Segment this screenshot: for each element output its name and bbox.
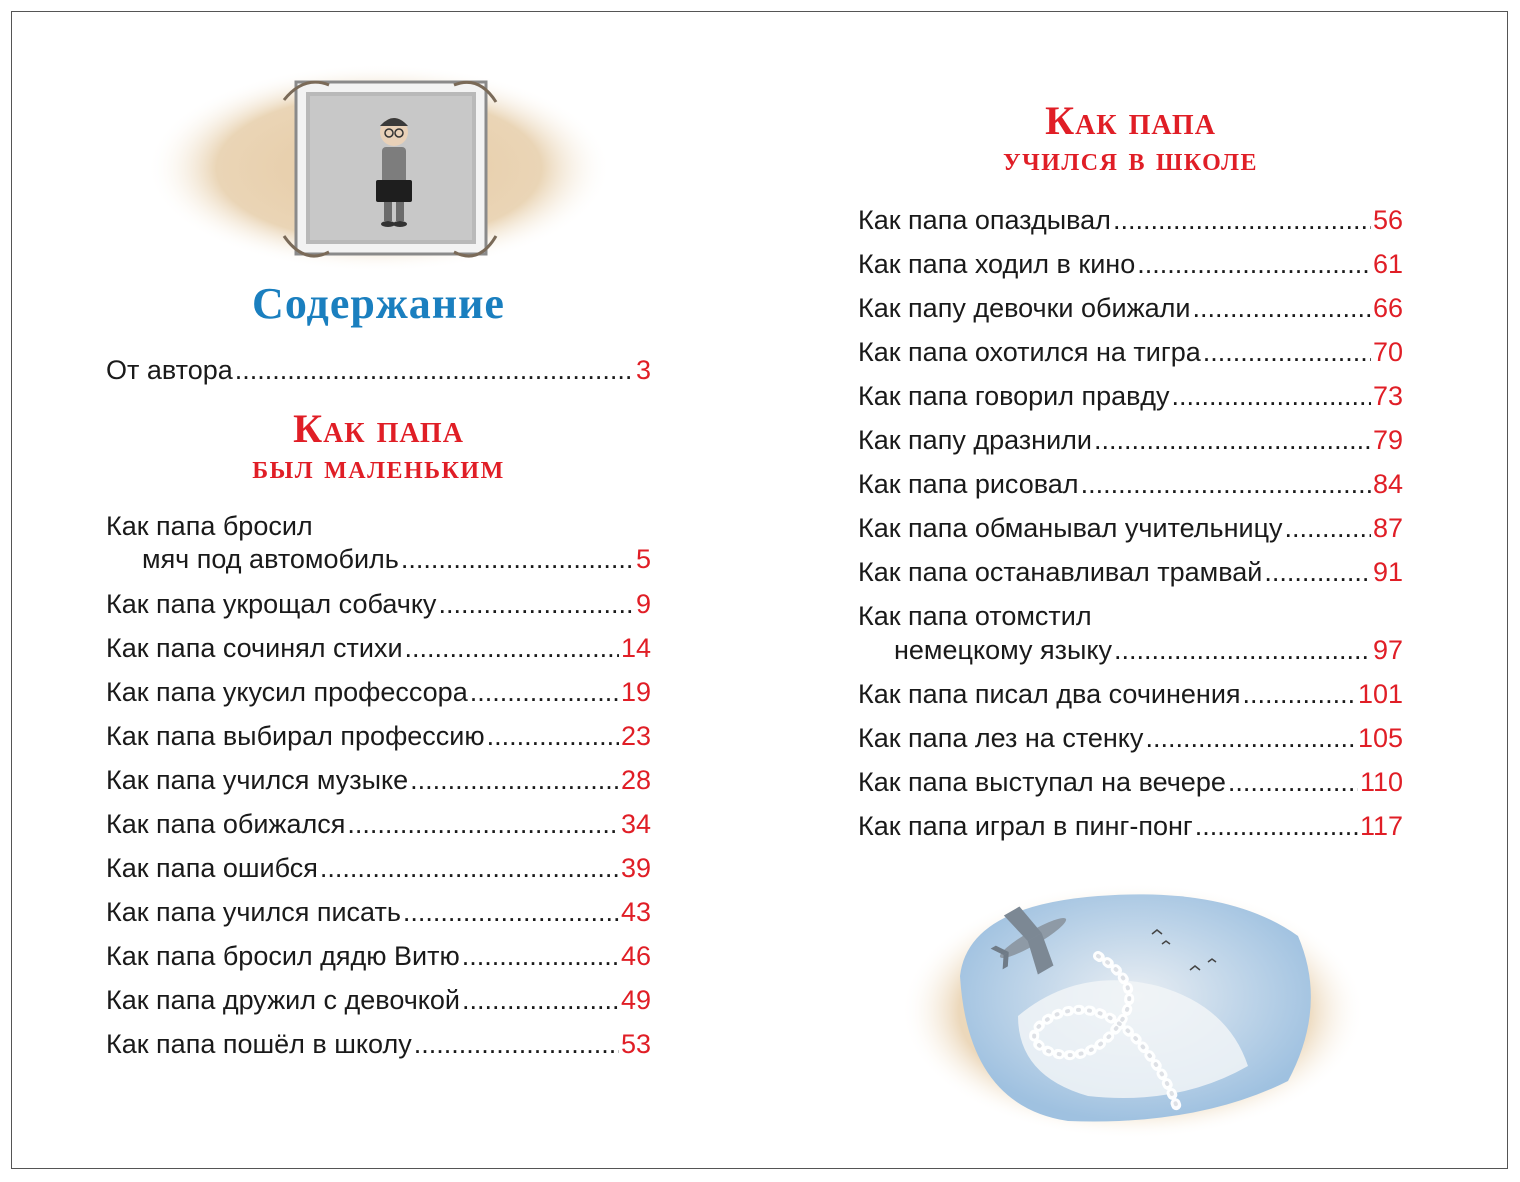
toc-entry-title: Как папу девочки обижали	[858, 293, 1191, 323]
toc-entry-title: Как папа выступал на вечере	[858, 767, 1226, 797]
leader-dots	[1081, 468, 1371, 501]
leader-dots	[410, 764, 619, 797]
toc-entry-title: Как папа ходил в кино	[858, 249, 1136, 279]
toc-entry-page: 70	[1372, 337, 1403, 367]
toc-entry-page: 23	[620, 721, 651, 751]
toc-entry-page: 73	[1372, 381, 1403, 411]
toc-entry-title: Как папа играл в пинг-понг	[858, 811, 1193, 841]
toc-entry-s2-5[interactable]	[858, 380, 1403, 413]
leader-dots	[1195, 810, 1358, 843]
leader-dots	[1243, 678, 1356, 711]
section-heading-line1: Как папа	[1045, 98, 1216, 143]
toc-entry-title: Как папа укрощал собачку	[106, 589, 437, 619]
leader-dots	[403, 896, 619, 929]
toc-entry-page: 61	[1372, 249, 1403, 279]
toc-entry-page: 28	[620, 765, 651, 795]
leader-dots	[1137, 248, 1371, 281]
toc-entry-s2-3[interactable]	[858, 292, 1403, 325]
toc-entry-page: 84	[1372, 469, 1403, 499]
toc-entry-title: Как папа опаздывал	[858, 205, 1111, 235]
toc-entry-from-author[interactable]	[106, 354, 651, 387]
toc-entry-s2-2[interactable]	[858, 248, 1403, 281]
toc-entry-s2-8[interactable]	[858, 512, 1403, 545]
leader-dots	[1228, 766, 1358, 799]
toc-entry-title: Как папа сочинял стихи	[106, 633, 403, 663]
leader-dots	[320, 852, 619, 885]
toc-entry-page: 14	[620, 633, 651, 663]
toc-entry-page: 39	[620, 853, 651, 883]
toc-entry-page: 87	[1372, 513, 1403, 543]
toc-entry-s2-1[interactable]	[858, 204, 1403, 237]
contents-title: Содержание	[252, 279, 505, 328]
toc-entry-page: 43	[620, 897, 651, 927]
toc-entry-title: Как папа рисовал	[858, 469, 1079, 499]
toc-entry-title: Как папа останавливал трамвай	[858, 557, 1263, 587]
leader-dots	[401, 543, 634, 576]
toc-entry-page: 79	[1372, 425, 1403, 455]
toc-entry-s2-13[interactable]	[858, 766, 1403, 799]
toc-entry-page: 3	[635, 355, 651, 385]
toc-entry-title: Как папа учился музыке	[106, 765, 409, 795]
leader-dots	[405, 632, 619, 665]
toc-entry-s1-10[interactable]	[106, 940, 651, 973]
leader-dots	[1094, 424, 1371, 457]
toc-entry-s1-9[interactable]	[106, 896, 651, 929]
toc-entry-s2-6[interactable]	[858, 424, 1403, 457]
leader-dots	[1193, 292, 1371, 325]
toc-entry-s1-7[interactable]	[106, 808, 651, 841]
toc-entry-s2-10[interactable]	[858, 634, 1403, 667]
toc-entry-title: мяч под автомобиль	[142, 544, 399, 574]
toc-entry-title: Как папа охотился на тигра	[858, 337, 1201, 367]
toc-entry-title: Как папа обманывал учительницу	[858, 513, 1283, 543]
toc-entry-s2-9[interactable]	[858, 556, 1403, 589]
toc-entry-title: Как папа пошёл в школу	[106, 1029, 412, 1059]
toc-entry-title: От автора	[106, 355, 233, 385]
toc-entry-page: 19	[620, 677, 651, 707]
leader-dots	[470, 676, 619, 709]
leader-dots	[462, 984, 619, 1017]
toc-entry-page: 56	[1372, 205, 1403, 235]
leader-dots	[347, 808, 619, 841]
section-heading-line2: был маленьким	[252, 449, 505, 486]
toc-entry-title: Как папа дружил с девочкой	[106, 985, 461, 1015]
section-heading-line1: Как папа	[293, 406, 464, 451]
section-heading-2	[858, 100, 1403, 178]
toc-entry-title: Как папу дразнили	[858, 425, 1093, 455]
toc-entry-title: Как папа выбирал профессию	[106, 721, 485, 751]
leader-dots	[1113, 204, 1371, 237]
toc-entry-page: 117	[1359, 811, 1403, 841]
toc-entry-s1-8[interactable]	[106, 852, 651, 885]
toc-entry-s1-12[interactable]	[106, 1028, 651, 1061]
section-heading-line2: учился в школе	[1003, 141, 1258, 178]
toc-entry-title: Как папа учился писать	[106, 897, 401, 927]
toc-entry-page: 49	[620, 985, 651, 1015]
toc-entry-s2-14[interactable]	[858, 810, 1403, 843]
leader-dots	[462, 940, 619, 973]
toc-entry-title: Как папа бросил дядю Витю	[106, 941, 460, 971]
toc-entry-page: 97	[1372, 635, 1403, 665]
toc-entry-page: 105	[1357, 723, 1403, 753]
toc-entry-s1-6[interactable]	[106, 764, 651, 797]
toc-entry-s1-1[interactable]	[106, 543, 651, 576]
toc-entry-s2-4[interactable]	[858, 336, 1403, 369]
toc-entry-title: Как папа укусил профессора	[106, 677, 468, 707]
section-heading-1	[106, 408, 651, 486]
toc-entry-s1-5[interactable]	[106, 720, 651, 753]
toc-entry-s1-4[interactable]	[106, 676, 651, 709]
toc-entry-s1-2[interactable]	[106, 588, 651, 621]
toc-entry-page: 110	[1359, 767, 1403, 797]
toc-entry-s1-11[interactable]	[106, 984, 651, 1017]
airplane-sky-illustration	[898, 866, 1368, 1156]
toc-entry-title: немецкому языку	[894, 635, 1112, 665]
boy-photo-illustration	[144, 60, 614, 275]
toc-entry-title: Как папа лез на стенку	[858, 723, 1144, 753]
leader-dots	[1203, 336, 1371, 369]
toc-entry-title: Как папа ошибся	[106, 853, 318, 883]
leader-dots	[1171, 380, 1370, 413]
toc-entry-title-line1: Как папа отомстил	[858, 601, 1092, 631]
toc-entry-page: 34	[620, 809, 651, 839]
toc-entry-s2-11[interactable]	[858, 678, 1403, 711]
toc-entry-page: 46	[620, 941, 651, 971]
toc-entry-s1-3[interactable]	[106, 632, 651, 665]
toc-entry-page: 53	[620, 1029, 651, 1059]
leader-dots	[414, 1028, 619, 1061]
leader-dots	[1285, 512, 1371, 545]
toc-entry-s2-12[interactable]	[858, 722, 1403, 755]
leader-dots	[487, 720, 619, 753]
toc-entry-title-line1: Как папа бросил	[106, 511, 313, 541]
toc-entry-page: 66	[1372, 293, 1403, 323]
toc-entry-s2-7[interactable]	[858, 468, 1403, 501]
toc-entry-page: 91	[1372, 557, 1403, 587]
leader-dots	[235, 354, 634, 387]
leader-dots	[1114, 634, 1371, 667]
toc-entry-page: 9	[635, 589, 651, 619]
leader-dots	[1264, 556, 1371, 589]
leader-dots	[1145, 722, 1356, 755]
toc-entry-page: 101	[1357, 679, 1403, 709]
leader-dots	[438, 588, 634, 621]
toc-entry-title: Как папа писал два сочинения	[858, 679, 1241, 709]
toc-entry-page: 5	[635, 544, 651, 574]
toc-entry-title: Как папа обижался	[106, 809, 346, 839]
toc-entry-title: Как папа говорил правду	[858, 381, 1170, 411]
